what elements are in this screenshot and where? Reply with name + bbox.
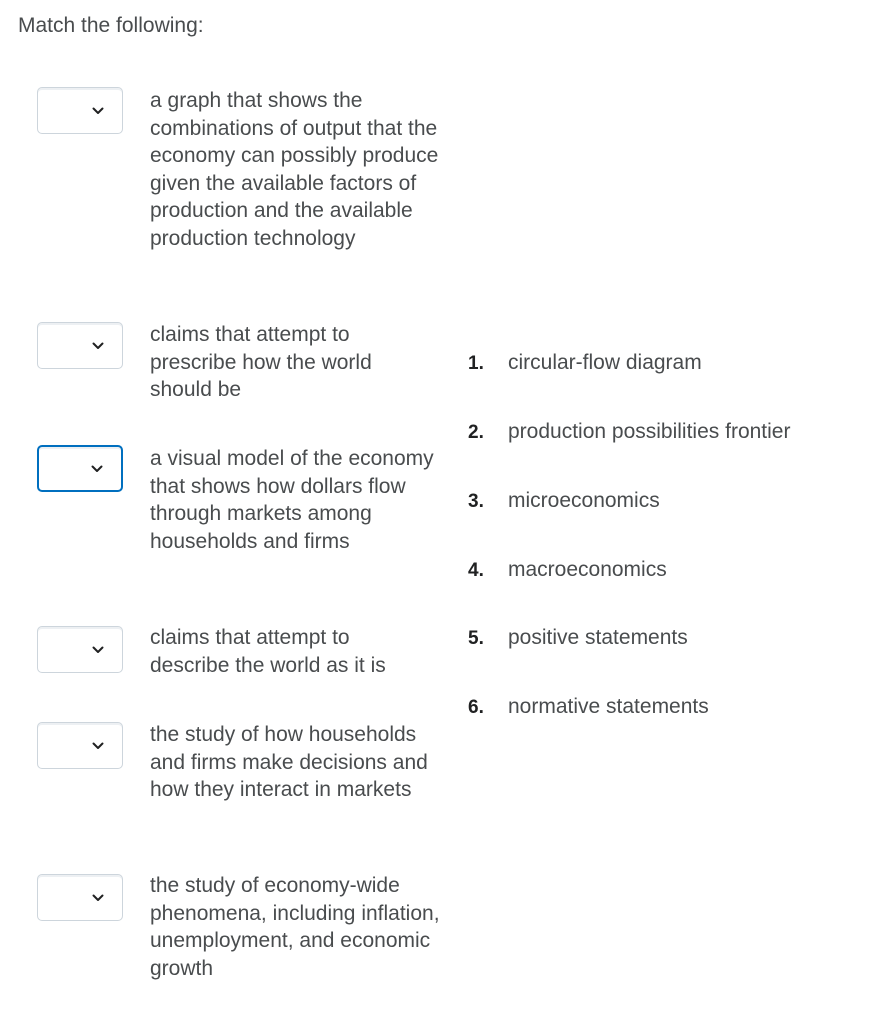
answer-label: production possibilities frontier xyxy=(508,420,791,443)
answer-label: macroeconomics xyxy=(508,558,667,581)
answer-number: 1. xyxy=(468,353,484,374)
match-select-1[interactable] xyxy=(37,87,123,134)
chevron-down-icon xyxy=(92,646,104,654)
answer-number: 3. xyxy=(468,491,484,512)
match-select-4[interactable] xyxy=(37,626,123,673)
match-description-6: the study of economy-wide phenomena, including inflation, unemployment, and economic growth xyxy=(150,874,440,980)
answer-option-1 xyxy=(468,349,702,378)
match-description-2: claims that attempt to prescribe how the world should be xyxy=(150,323,372,401)
answer-option-6 xyxy=(468,693,709,722)
answer-number: 5. xyxy=(468,628,484,649)
match-description-4: claims that attempt to describe the world as it is xyxy=(150,626,386,677)
answer-label: normative statements xyxy=(508,695,709,718)
answer-option-2 xyxy=(468,418,790,447)
chevron-down-icon xyxy=(92,894,104,902)
answer-option-3 xyxy=(468,487,660,516)
match-description-1: a graph that shows the combinations of output that the economy can possibly produce given the available factors of production and the available production technology xyxy=(150,89,439,250)
match-select-5[interactable] xyxy=(37,722,123,769)
answer-number: 2. xyxy=(468,422,484,443)
match-select-6[interactable] xyxy=(37,874,123,921)
chevron-down-icon xyxy=(91,465,103,473)
chevron-down-icon xyxy=(92,342,104,350)
answer-option-4 xyxy=(468,556,667,585)
answer-number: 6. xyxy=(468,697,484,718)
chevron-down-icon xyxy=(92,107,104,115)
chevron-down-icon xyxy=(92,742,104,750)
match-select-2[interactable] xyxy=(37,322,123,369)
answer-option-5 xyxy=(468,624,688,653)
answer-label: microeconomics xyxy=(508,489,660,512)
match-description-3: a visual model of the economy that shows how dollars flow through markets among households and firms xyxy=(150,447,434,553)
answer-number: 4. xyxy=(468,560,484,581)
match-select-3[interactable] xyxy=(37,445,123,492)
answer-label: circular-flow diagram xyxy=(508,351,702,374)
question-prompt: Match the following: xyxy=(18,14,204,37)
match-description-5: the study of how households and firms make decisions and how they interact in markets xyxy=(150,723,428,801)
answer-label: positive statements xyxy=(508,626,688,649)
